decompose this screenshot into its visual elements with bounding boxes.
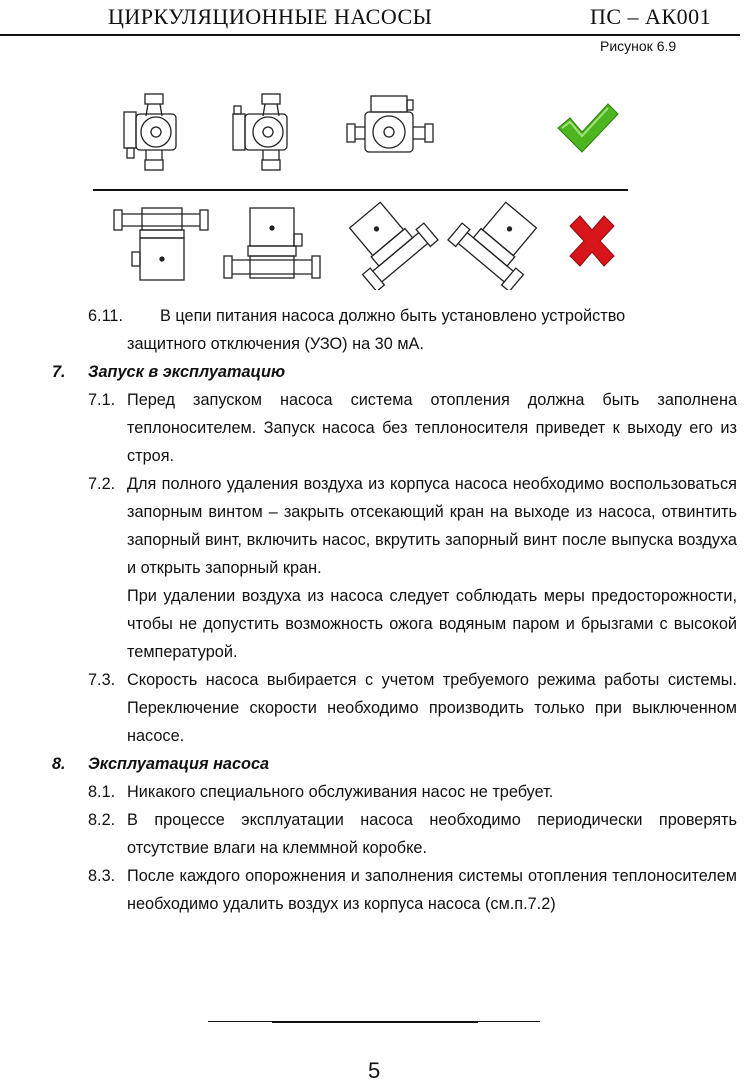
list-item [0,862,756,918]
green-checkmark-icon [556,102,620,154]
item-number: 8.1. [88,783,116,801]
pump-tilted-icon [446,200,546,290]
pump-motor-down-icon [112,204,212,284]
item-number: 8.3. [88,867,116,885]
figure-caption: Рисунок 6.9 [600,38,677,54]
item-text: Перед запуском насоса система отопления должна быть заполнена теплоносителем. Запуск насоса без теплоносителя приведет к выходу его из строя. [127,391,737,465]
list-item [0,470,756,582]
list-item [0,666,756,750]
item-text: Для полного удаления воздуха из корпуса насоса необходимо воспользоваться запорным винтом – закрыть отсекающий кран на выходе из насоса, отвинтить запорный винт, включить насос, вкрутить запорный винт после выпуска воздуха и открыть запорный кран. [127,475,737,577]
page-number: 5 [368,1058,381,1083]
item-text: Никакого специального обслуживания насос не требует. [127,783,554,801]
pump-vertical-icon [230,92,300,172]
item-text: После каждого опорожнения и заполнения системы отопления теплоносителем необходимо удалить воздух из корпуса насоса (см.п.7.2) [127,867,737,913]
item-number: 7.2. [88,475,116,493]
item-text: В процессе эксплуатации насоса необходимо периодически проверять отсутствие влаги на клеммной коробке. [127,811,737,857]
footer-rule-accent [272,1021,478,1023]
section-number: 7. [52,363,66,381]
item-text: Скорость насоса выбирается с учетом требуемого режима работы системы. Переключение скорости необходимо производить только при выключенном насосе. [127,671,737,745]
item-text-continued: защитного отключения (УЗО) на 30 мА. [127,335,424,353]
document-body [0,302,756,918]
paragraph-6-11 [0,302,756,358]
item-number: 7.3. [88,671,116,689]
header-rule [0,34,740,36]
list-item [0,778,756,806]
item-number: 6.11. [88,307,124,325]
list-item [0,806,756,862]
section-7-heading [0,358,756,386]
figure-divider [93,189,628,191]
pump-horizontal-icon [345,92,435,167]
header-title: ЦИРКУЛЯЦИОННЫЕ НАСОСЫ [108,4,433,29]
red-cross-icon [566,214,618,268]
pump-tilted-icon [340,200,440,290]
section-title: Запуск в эксплуатацию [88,363,286,381]
item-number: 7.1. [88,391,116,409]
document-code: ПС – АК001 [590,4,712,29]
pump-motor-up-icon [222,204,322,284]
section-title: Эксплуатация насоса [88,755,270,773]
item-text: В цепи питания насоса должно быть установлено устройство [160,307,626,325]
item-note: При удалении воздуха из насоса следует соблюдать меры предосторожности, чтобы не допустить возможность ожога водяным паром и брызгами с высокой температурой. [127,587,737,661]
item-number: 8.2. [88,811,116,829]
section-number: 8. [52,755,66,773]
list-item [0,386,756,470]
pump-vertical-icon [118,92,188,172]
section-8-heading [0,750,756,778]
